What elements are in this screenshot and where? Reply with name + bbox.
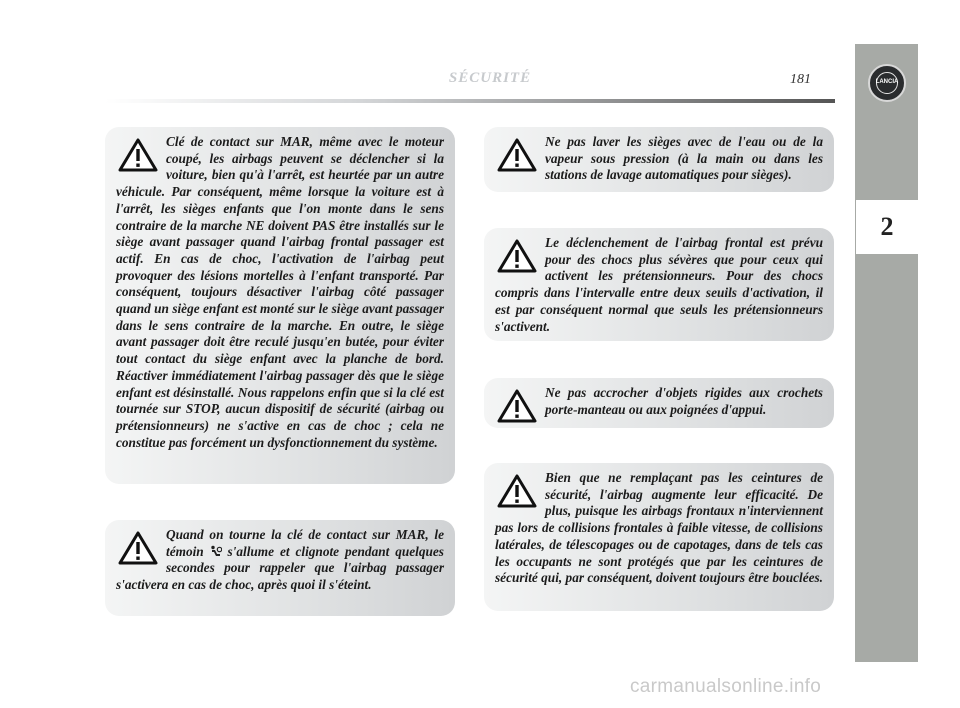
warning-text-start: Quand on tourne la clé de contact sur MAR, le témoin (166, 527, 444, 559)
warning-triangle-icon (118, 138, 158, 172)
brand-logo (868, 64, 906, 102)
warning-text: Le déclenchement de l'airbag frontal est prévu pour des chocs plus sévères que pour ceux qui activent les prétensionneurs. Pour des chocs compris dans l'intervalle entre deux seuils d'activation, il est par conséquent normal que seuls les prétensionneurs s'activent. (495, 235, 823, 334)
chapter-side-tab (855, 44, 918, 662)
warning-triangle-icon (497, 239, 537, 273)
section-title: SÉCURITÉ (448, 70, 532, 86)
warning-text-end: s'allume et clignote pendant quelques secondes pour rappeler que l'airbag passager s'activera en cas de choc, après quoi il s'éteint. (116, 543, 444, 593)
warning-note-airbag-indicator (105, 520, 455, 616)
airbag-warning-light-icon (210, 545, 222, 557)
warning-note-pretensioners (484, 228, 834, 341)
warning-note-seat-washing (484, 127, 834, 192)
warning-triangle-icon (118, 531, 158, 565)
warning-text: Bien que ne remplaçant pas les ceintures de sécurité, l'airbag augmente leur efficacité. De plus, puisque les airbags frontaux n'interviennent pas lors de collisions frontales à faible vitesse, de collisions latérales, de télescopages ou de capotages, dans de tels cas les occupants ne sont protégés que par les ceintures de sécurité qui, par conséquent, doivent toujours être bouclées. (495, 470, 823, 586)
warning-note-ignition-airbag (105, 127, 455, 484)
warning-triangle-icon (497, 474, 537, 508)
warning-text: Ne pas accrocher d'objets rigides aux crochets porte-manteau ou aux poignées d'appui. (545, 385, 823, 417)
warning-text: Ne pas laver les sièges avec de l'eau ou de la vapeur sous pression (à la main ou dans les stations de lavage automatiques pour sièges). (545, 134, 823, 183)
brand-logo-text: LANCIA (875, 79, 899, 85)
page-number: 181 (790, 72, 811, 87)
warning-note-seat-belts (484, 463, 834, 611)
warning-text: Clé de contact sur MAR, même avec le moteur coupé, les airbags peuvent se déclencher si la voiture, bien qu'à l'arrêt, est heurtée par un autre véhicule. Par conséquent, même lorsque la voiture est à l'arrêt, les sièges enfants que l'on monte dans le sens contraire de la marche NE doivent PAS être installés sur le siège avant passager quand l'airbag frontal passager est actif. En cas de choc, l'activation de l'airbag peut provoquer des lésions mortelles à l'enfant transporté. Par conséquent, toujours désactiver l'airbag côté passager quand un siège enfant est monté sur le siège avant passager dans le sens contraire de la marche. En outre, le siège avant passager doit être reculé jusqu'en butée, pour éviter tout contact du siège enfant avec la planche de bord. Réactiver immédiatement l'airbag passager dès que le siège enfant est désinstallé. Nous rappelons enfin que si la clé est tournée sur STOP, aucun dispositif de sécurité (airbag ou prétensionneurs) ne s'active en cas de choc ; cela ne constitue pas forcément un dysfonctionnement du système. (116, 134, 444, 450)
warning-note-coat-hooks (484, 378, 834, 428)
chapter-number: 2 (856, 200, 918, 254)
warning-triangle-icon (497, 389, 537, 423)
warning-triangle-icon (497, 138, 537, 172)
watermark: carmanualsonline.info (630, 676, 822, 697)
header-rule (105, 99, 835, 103)
